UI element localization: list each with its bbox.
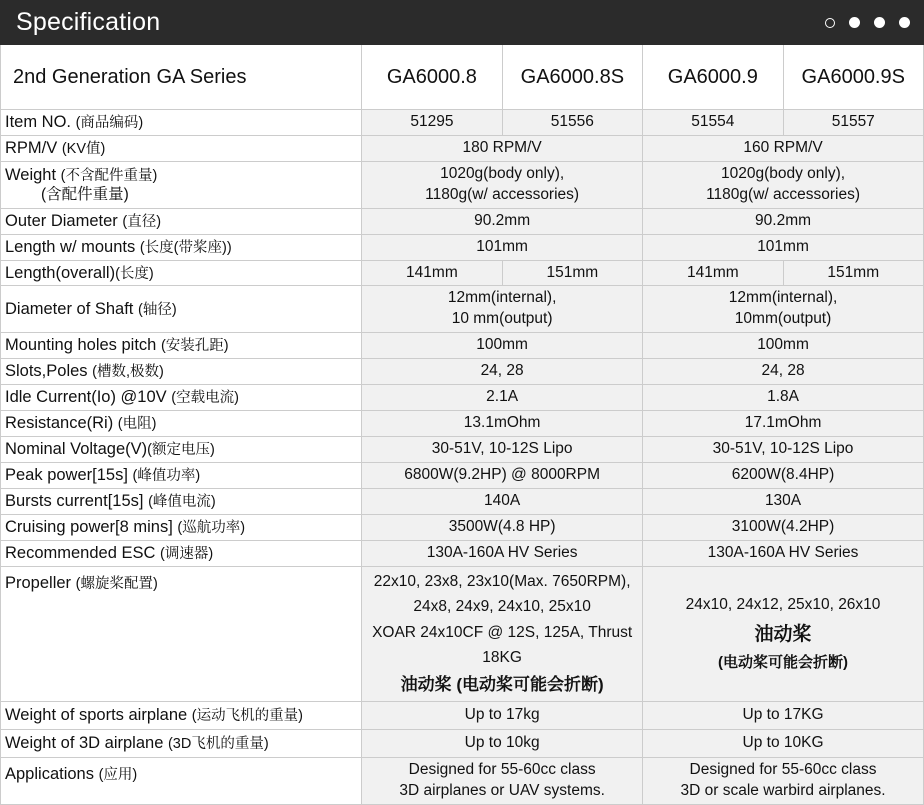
row-label-text: Weight <box>5 165 61 184</box>
row-value: 30-51V, 10-12S Lipo <box>643 436 924 462</box>
row-value-line2: 10mm(output) <box>734 310 832 328</box>
row-value: 24, 28 <box>362 359 643 385</box>
row-label-text: Propeller <box>5 573 76 592</box>
row-label <box>1 260 362 286</box>
table-header-row <box>1 45 924 110</box>
carousel-dot-3[interactable] <box>874 17 885 28</box>
row-label-cn: (槽数,极数) <box>92 364 164 381</box>
row-value: 160 RPM/V <box>643 135 924 161</box>
table-row <box>1 514 924 540</box>
row-value: 51557 <box>783 110 923 136</box>
row-label-text: Idle Current(Io) @10V <box>5 388 172 407</box>
row-value-line1: 1020g(body only), <box>720 164 846 182</box>
row-label-text: Cruising power[8 mins] <box>5 517 178 536</box>
table-row <box>1 333 924 359</box>
row-value-line1: 12mm(internal), <box>728 289 838 307</box>
carousel-dot-2[interactable] <box>849 17 860 28</box>
table-row <box>1 436 924 462</box>
table-row <box>1 135 924 161</box>
row-label-cn: (应用) <box>98 766 138 783</box>
column-header-ga6000-9s: GA6000.9S <box>783 45 923 110</box>
row-label <box>1 540 362 566</box>
row-label <box>1 566 362 701</box>
row-value <box>643 566 924 701</box>
row-label-cn: (长度(带桨座)) <box>139 239 232 256</box>
table-row <box>1 729 924 757</box>
table-row <box>1 385 924 411</box>
row-value: 51556 <box>502 110 642 136</box>
row-label-text: Weight of sports airplane <box>5 706 192 725</box>
row-value-line2: 1180g(w/ accessories) <box>706 185 860 203</box>
table-row <box>1 566 924 701</box>
row-value-line1: 1020g(body only), <box>440 164 565 182</box>
page-header <box>0 0 924 45</box>
table-row <box>1 359 924 385</box>
row-label-text: Diameter of Shaft <box>5 300 138 319</box>
row-label-cn: (长度) <box>115 265 154 282</box>
row-label-text: Outer Diameter <box>5 211 123 230</box>
table-title-cell: 2nd Generation GA Series <box>1 45 362 110</box>
row-label-cn: (空载电流) <box>171 390 239 407</box>
row-label-cn: (螺旋桨配置) <box>75 575 158 592</box>
row-value: 180 RPM/V <box>362 135 643 161</box>
row-label-cn: (巡航功率) <box>177 519 246 536</box>
row-label-cn: (峰值功率) <box>132 468 201 485</box>
row-value: 141mm <box>643 260 783 286</box>
row-label-cn: (直径) <box>122 213 162 230</box>
row-label-text: Resistance(Ri) <box>5 414 118 433</box>
column-header-ga6000-8: GA6000.8 <box>362 45 502 110</box>
row-value-line1: Designed for 55-60cc class <box>408 760 596 778</box>
row-label <box>1 701 362 729</box>
row-label <box>1 208 362 234</box>
table-row <box>1 260 924 286</box>
row-value: 13.1mOhm <box>362 411 643 437</box>
row-label-cn: (商品编码) <box>75 115 144 132</box>
row-value-line2: 1180g(w/ accessories) <box>425 185 580 203</box>
row-label <box>1 462 362 488</box>
column-header-ga6000-9: GA6000.9 <box>643 45 783 110</box>
row-label-text: Mounting holes pitch <box>5 336 161 355</box>
propeller-line-3: XOAR 24x10CF @ 12S, 125A, Thrust 18KG <box>372 623 633 667</box>
row-value-line1: Designed for 55-60cc class <box>689 760 877 778</box>
table-row <box>1 411 924 437</box>
row-value <box>362 286 643 333</box>
row-value: 17.1mOhm <box>643 411 924 437</box>
carousel-dot-4[interactable] <box>899 17 910 28</box>
row-label <box>1 729 362 757</box>
row-label-cn: (3D飞机的重量) <box>167 736 269 753</box>
row-value: 51295 <box>362 110 502 136</box>
row-label-text: Weight of 3D airplane <box>5 734 168 753</box>
table-row <box>1 234 924 260</box>
row-label-text: Item NO. <box>5 113 76 132</box>
row-label-cn: (峰值电流) <box>148 493 216 510</box>
row-value <box>643 161 924 208</box>
row-value: 140A <box>362 488 643 514</box>
table-row <box>1 208 924 234</box>
propeller-line-2: 24x8, 24x9, 24x10, 25x10 <box>413 598 591 616</box>
row-label-text: Applications <box>5 764 99 783</box>
table-row <box>1 540 924 566</box>
row-value: 1.8A <box>643 385 924 411</box>
row-label-text: RPM/V <box>5 139 62 158</box>
row-value: 151mm <box>783 260 923 286</box>
row-value: 90.2mm <box>362 208 643 234</box>
row-label <box>1 234 362 260</box>
row-value: 101mm <box>362 234 643 260</box>
row-label <box>1 135 362 161</box>
row-value: 90.2mm <box>643 208 924 234</box>
row-label <box>1 110 362 136</box>
row-label-cn: (调速器) <box>160 545 214 562</box>
row-value-line2: 3D or scale warbird airplanes. <box>680 781 886 799</box>
row-label-cn: (KV值) <box>61 141 106 158</box>
propeller-line-1: 24x10, 24x12, 25x10, 26x10 <box>685 595 881 613</box>
row-value: Up to 10KG <box>643 729 924 757</box>
row-value: Up to 17KG <box>643 701 924 729</box>
row-value: 6800W(9.2HP) @ 8000RPM <box>362 462 643 488</box>
row-label <box>1 436 362 462</box>
row-label <box>1 411 362 437</box>
row-label <box>1 757 362 804</box>
row-value: 130A <box>643 488 924 514</box>
row-value: 151mm <box>502 260 642 286</box>
row-value: Up to 10kg <box>362 729 643 757</box>
column-header-ga6000-8s: GA6000.8S <box>502 45 642 110</box>
table-row <box>1 161 924 208</box>
row-value: 30-51V, 10-12S Lipo <box>362 436 643 462</box>
row-value: 141mm <box>362 260 502 286</box>
table-row <box>1 757 924 804</box>
row-label-cn-2: (含配件重量) <box>41 186 129 204</box>
row-label <box>1 488 362 514</box>
row-value: 101mm <box>643 234 924 260</box>
propeller-emphasis-big: 油动桨 <box>754 624 812 646</box>
row-value <box>362 566 643 701</box>
row-value-line1: 12mm(internal), <box>447 289 557 307</box>
row-value: 24, 28 <box>643 359 924 385</box>
row-label-text: Length(overall) <box>5 263 116 282</box>
table-row <box>1 286 924 333</box>
row-label-cn: (安装孔距) <box>160 338 229 355</box>
row-label-cn: (额定电压) <box>147 442 215 459</box>
row-label-text: Nominal Voltage(V) <box>5 440 148 459</box>
row-value <box>643 286 924 333</box>
row-label <box>1 359 362 385</box>
row-value: 6200W(8.4HP) <box>643 462 924 488</box>
row-label-text: Length w/ mounts <box>5 237 140 256</box>
row-label-text: Bursts current[15s] <box>5 491 149 510</box>
row-value: 51554 <box>643 110 783 136</box>
table-row <box>1 110 924 136</box>
propeller-emphasis-small: (电动桨可能会折断) <box>718 653 849 671</box>
row-value: 130A-160A HV Series <box>362 540 643 566</box>
row-label-text: Peak power[15s] <box>5 466 133 485</box>
table-row <box>1 701 924 729</box>
propeller-line-1: 22x10, 23x8, 23x10(Max. 7650RPM), <box>373 572 631 590</box>
row-value: 3500W(4.8 HP) <box>362 514 643 540</box>
row-value: 100mm <box>362 333 643 359</box>
row-value-line2: 10 mm(output) <box>451 310 553 328</box>
row-label <box>1 333 362 359</box>
row-label-cn: (运动飞机的重量) <box>191 708 303 725</box>
row-value: 100mm <box>643 333 924 359</box>
row-value: 3100W(4.2HP) <box>643 514 924 540</box>
row-label-cn: (轴径) <box>137 302 177 319</box>
page-title: Specification <box>16 8 161 36</box>
row-label-text: Slots,Poles <box>5 362 93 381</box>
specification-table <box>0 45 924 805</box>
row-label <box>1 514 362 540</box>
row-label-cn: (不含配件重量) <box>60 167 158 184</box>
carousel-dot-1[interactable] <box>825 18 835 28</box>
row-value: 130A-160A HV Series <box>643 540 924 566</box>
carousel-dots[interactable] <box>825 0 910 45</box>
row-label-cn: (电阻) <box>117 416 157 433</box>
table-row <box>1 462 924 488</box>
row-value <box>362 757 643 804</box>
row-value <box>362 161 643 208</box>
row-label <box>1 161 362 208</box>
row-value-line2: 3D airplanes or UAV systems. <box>399 781 605 799</box>
row-label <box>1 385 362 411</box>
table-row <box>1 488 924 514</box>
propeller-emphasis: 油动桨 (电动桨可能会折断) <box>400 674 604 694</box>
row-value: 2.1A <box>362 385 643 411</box>
row-value <box>643 757 924 804</box>
row-label-text: Recommended ESC <box>5 543 160 562</box>
row-value: Up to 17kg <box>362 701 643 729</box>
row-label <box>1 286 362 333</box>
